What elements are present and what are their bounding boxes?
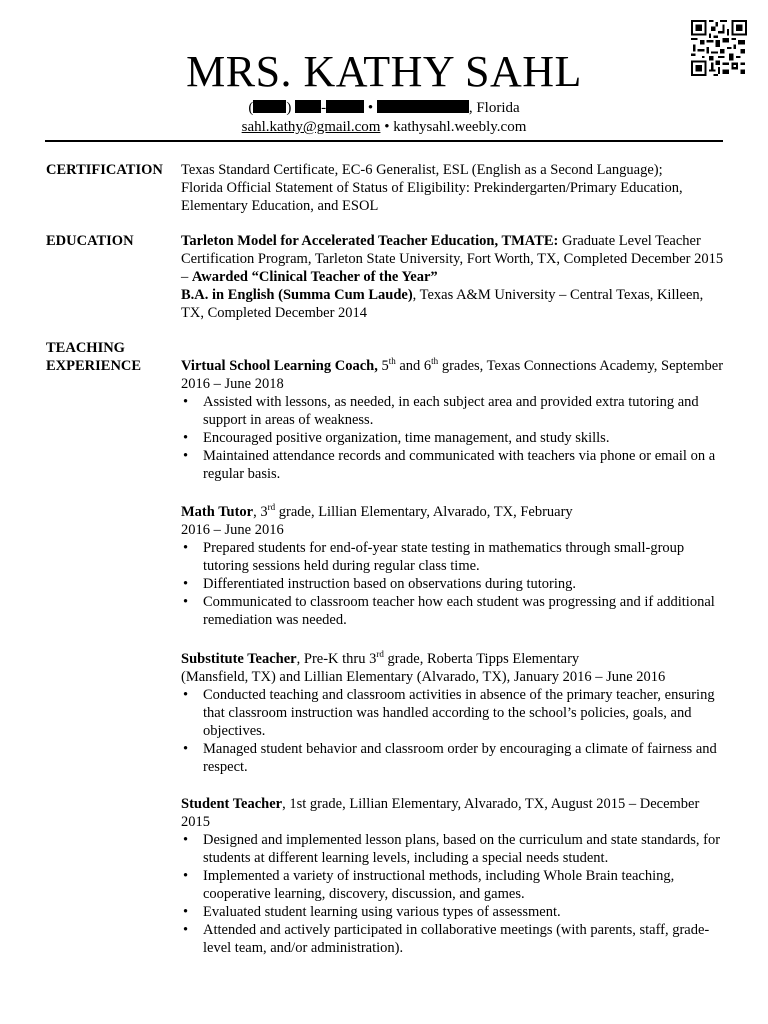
heading-line: TEACHING — [46, 340, 125, 356]
state: , Florida — [468, 100, 520, 116]
job-bullet: • Assisted with lessons, as needed, in each subject area and provided extra tutoring and support in areas of weakness. — [181, 393, 726, 429]
ba-degree: B.A. in English (Summa Cum Laude) — [181, 287, 413, 303]
tmate-program-name: Tarleton Model for Accelerated Teacher Education, TMATE: — [181, 233, 559, 249]
job-bullet: • Communicated to classroom teacher how each student was progressing and if additional remediation was needed. — [181, 593, 726, 629]
job-title: Student Teacher — [181, 796, 283, 812]
certification-heading: CERTIFICATION — [46, 162, 163, 178]
heading-line: EXPERIENCE — [46, 358, 142, 374]
redacted-phone-line — [326, 100, 364, 113]
redacted-area-code — [253, 100, 286, 113]
job-title: Substitute Teacher — [181, 651, 297, 667]
tmate-details: Graduate Level Teacher Certification Program, Tarleton State University, Fort Worth, TX, Completed December 2015 – — [181, 233, 724, 285]
website-link[interactable]: kathysahl.weebly.com — [393, 119, 527, 135]
job-bullet: • Attended and actively participated in collaborative meetings (with parents, staff, grade-level team, and/or administration). — [181, 921, 726, 957]
job-heading: Virtual School Learning Coach, 5th and 6th grades, Texas Connections Academy, September 2016 – June 2018 — [181, 356, 724, 392]
job-bullet: • Encouraged positive organization, time management, and study skills. — [181, 429, 726, 447]
job-bullet: • Prepared students for end-of-year state testing in mathematics through small-group tutoring sessions held during regular class time. — [181, 539, 726, 575]
teaching-experience-heading — [46, 339, 141, 375]
applicant-name: MRS. KATHY SAHL — [186, 47, 582, 96]
job-entry — [181, 650, 726, 776]
tmate-award: Awarded “Clinical Teacher of the Year” — [191, 269, 438, 285]
job-bullet: • Differentiated instruction based on observations during tutoring. — [181, 575, 726, 593]
certification-line: Florida Official Statement of Status of Eligibility: Prekindergarten/Primary Education, — [181, 180, 683, 196]
job-heading — [181, 795, 726, 831]
job-entry — [181, 357, 726, 483]
contact-web-line: sahl.kathy@gmail.com • kathysahl.weebly.com — [241, 119, 527, 135]
job-bullet: • Designed and implemented lesson plans, based on the curriculum and state standards, for students at different learning levels, including a special needs student. — [181, 831, 726, 867]
job-bullets — [181, 831, 726, 957]
job-heading: Substitute Teacher, Pre-K thru 3rd grade, Roberta Tipps Elementary (Mansfield, TX) and Lillian Elementary (Alvarado, TX), January 2016 – June 2016 — [181, 649, 666, 685]
job-bullets — [181, 686, 726, 776]
education-entry-ba — [181, 286, 726, 322]
job-heading: Math Tutor, 3rd grade, Lillian Elementary, Alvarado, TX, February 2016 – June 2016 — [181, 502, 573, 538]
contact-phone-address-line: ( ) - • , Florida — [248, 100, 520, 116]
job-bullet: • Managed student behavior and classroom order by encouraging a climate of fairness and respect. — [181, 740, 726, 776]
job-bullets — [181, 539, 726, 629]
job-details: , 1st grade, Lillian Elementary, Alvarado, TX, August 2015 – December 2015 — [181, 796, 700, 830]
education-entry-tmate — [181, 232, 726, 286]
job-bullet: • Implemented a variety of instructional methods, including Whole Brain teaching, cooperative learning, discovery, discussion, and games. — [181, 867, 726, 903]
job-bullet: • Maintained attendance records and communicated with teachers via phone or email on a regular basis. — [181, 447, 726, 483]
email-link[interactable]: sahl.kathy@gmail.com — [241, 119, 381, 135]
education-heading: EDUCATION — [46, 233, 134, 249]
ba-details: , Texas A&M University – Central Texas, Killeen, TX, Completed December 2014 — [181, 287, 704, 321]
certification-line: Elementary Education, and ESOL — [181, 198, 379, 214]
redacted-phone-prefix — [295, 100, 321, 113]
certification-line: Texas Standard Certificate, EC-6 Generalist, ESL (English as a Second Language); — [181, 162, 663, 178]
education-entries — [181, 232, 726, 322]
job-title: Virtual School Learning Coach, — [181, 358, 378, 374]
job-bullet: • Evaluated student learning using various types of assessment. — [181, 903, 726, 921]
job-title: Math Tutor — [181, 504, 254, 520]
certification-text — [181, 161, 726, 215]
header-divider — [45, 140, 723, 142]
job-bullets — [181, 393, 726, 483]
job-entry — [181, 795, 726, 957]
job-entry — [181, 503, 726, 629]
job-bullet: • Conducted teaching and classroom activities in absence of the primary teacher, ensuring that classroom instruction was handled according to the school’s policies, goals, and objectives. — [181, 686, 726, 740]
redacted-city — [377, 100, 469, 113]
